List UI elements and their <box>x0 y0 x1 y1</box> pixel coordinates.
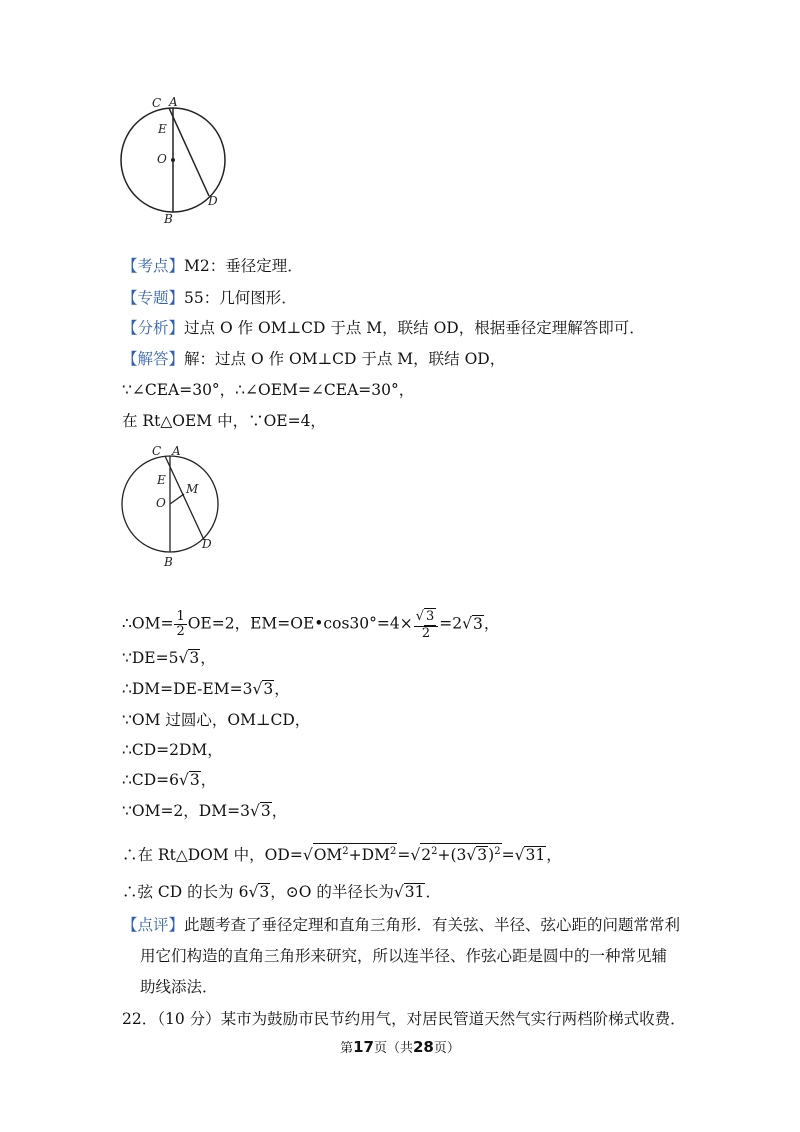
step-1: ∵∠CEA=30°，∴∠OEM=∠CEA=30°， <box>122 381 415 399</box>
label-b: B <box>164 212 173 226</box>
zhuanti-line: 【专题】55：几何图形． <box>122 289 297 307</box>
page-footer: 第17页（共28页） <box>340 1038 460 1056</box>
label-e: E <box>158 122 167 136</box>
circle-figure-2 <box>116 444 226 576</box>
label-m2: M <box>186 482 199 496</box>
jieda-line: 【解答】解：过点 O 作 OM⊥CD 于点 M，联结 OD， <box>122 350 506 368</box>
step-3: ∴OM= $\frac{1}{2}$ OE=2，EM=OE•cos30°=4× $\frac{√ 3}{2}$ =2√3， <box>122 609 500 641</box>
fenxi-line: 【分析】过点 O 作 OM⊥CD 于点 M，联结 OD，根据垂径定理解答即可． <box>122 319 645 337</box>
step-11: ∴弦 CD 的长为 6√3，⊙O 的半径长为√31． <box>122 883 441 901</box>
label-a2: A <box>172 444 181 458</box>
step-5: ∴DM=DE-EM=3√3， <box>122 680 290 698</box>
dianping-line-2: 用它们构造的直角三角形来研究，所以连半径、作弦心距是圆中的一种常见辅 <box>140 947 668 965</box>
dianping-line-1: 【点评】此题考查了垂径定理和直角三角形．有关弦、半径、弦心距的问题常常利 <box>122 916 681 934</box>
kaodian-line: 【考点】M2：垂径定理． <box>122 257 303 275</box>
step-2: 在 Rt△OEM 中，∵OE=4， <box>122 412 326 430</box>
step-10: ∴在 Rt△DOM 中，$OD=√OM^2+DM^2=√2^2+(3√3)^2=√31$， <box>122 843 562 865</box>
step-8: ∴CD=6√3， <box>122 771 217 789</box>
step-6: ∵OM 过圆心，OM⊥CD， <box>122 711 311 729</box>
label-e2: E <box>157 473 166 487</box>
label-b2: B <box>164 555 173 569</box>
label-o: O <box>157 152 167 166</box>
label-d2: D <box>202 537 212 551</box>
label-o2: O <box>156 496 166 510</box>
step-4: ∵DE=5√3， <box>122 649 216 667</box>
label-d: D <box>208 194 218 208</box>
step-9: ∵OM=2，DM=3√3， <box>122 802 288 820</box>
label-c2: C <box>152 444 162 458</box>
question-22: 22．（10 分）某市为鼓励市民节约用气，对居民管道天然气实行两档阶梯式收费． <box>122 1010 686 1028</box>
circle-figure-1 <box>112 92 242 231</box>
label-a: A <box>169 95 178 109</box>
step-7: ∴CD=2DM， <box>122 741 223 759</box>
dianping-line-3: 助线添法． <box>140 978 218 996</box>
label-c: C <box>152 96 162 110</box>
